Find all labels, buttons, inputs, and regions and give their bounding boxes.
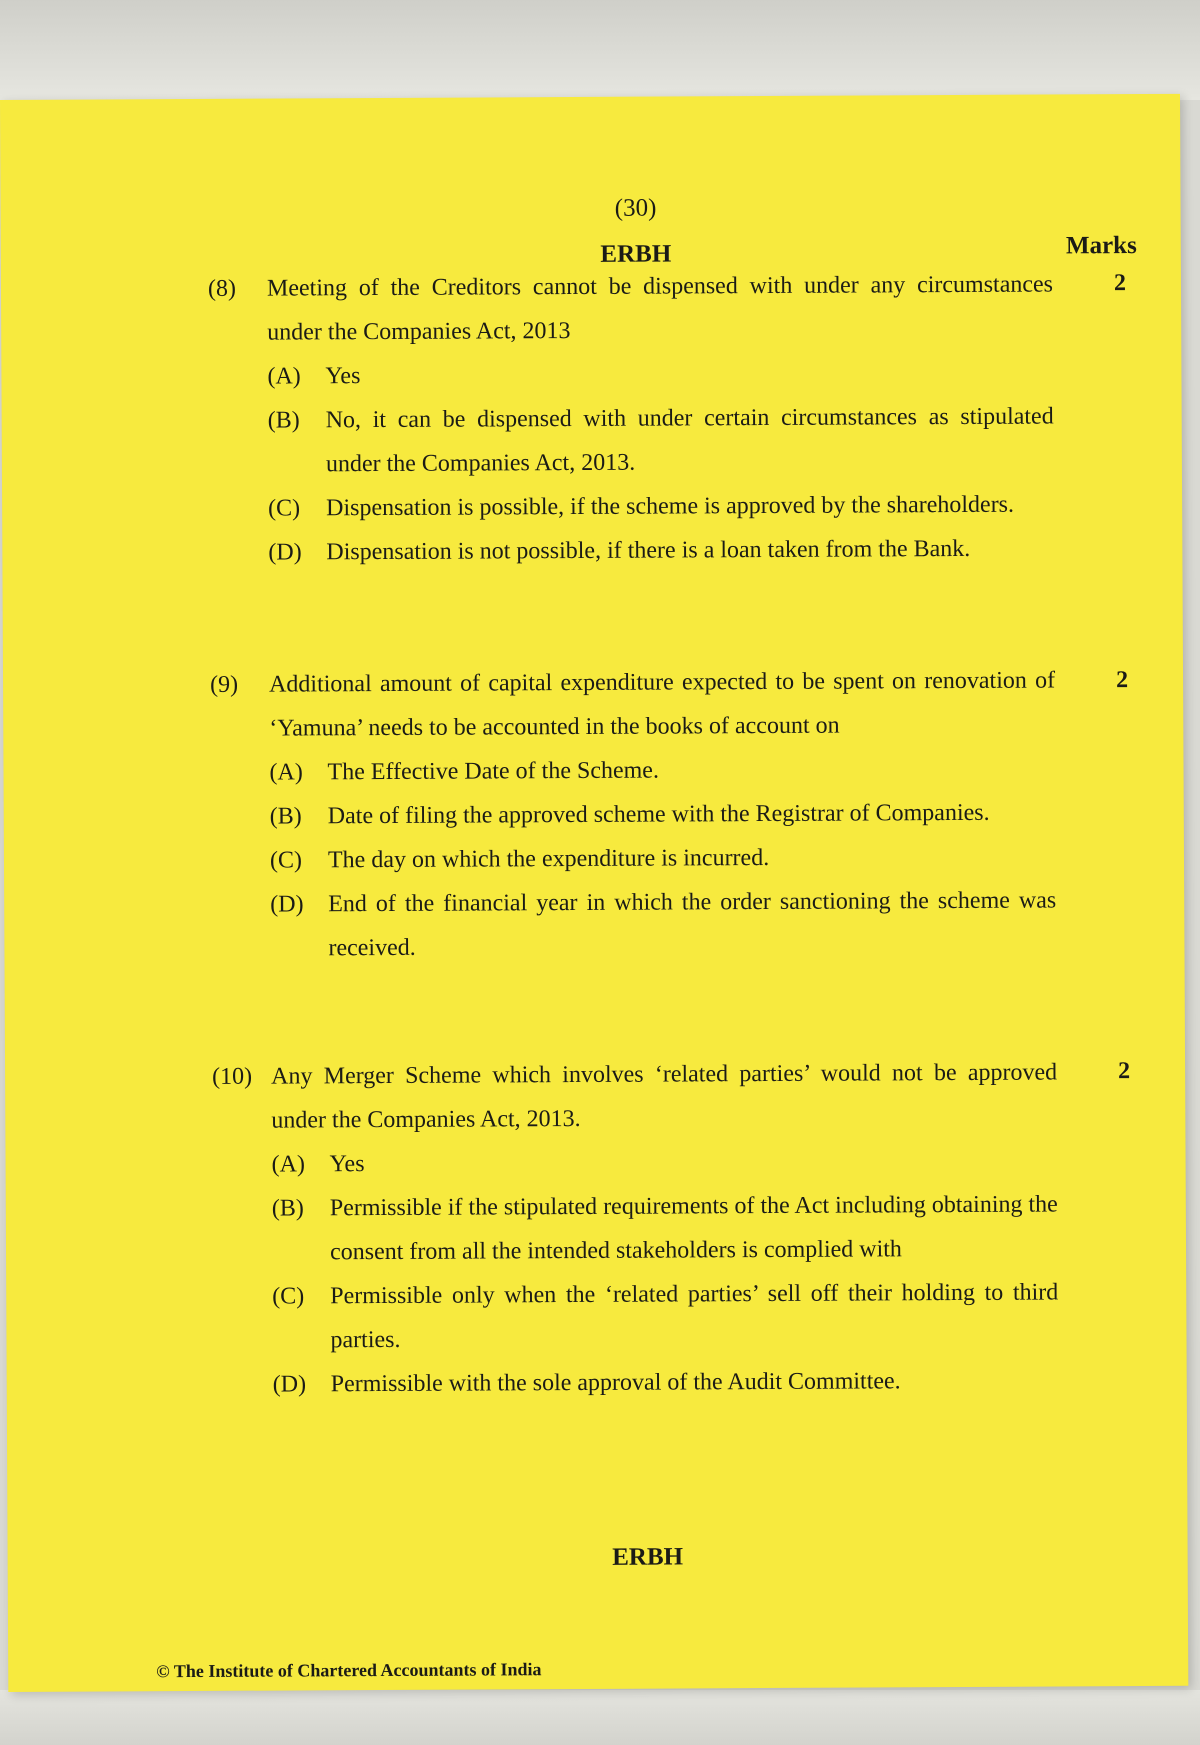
option-label: (D) [272, 1371, 307, 1398]
question-number: (8) [207, 275, 237, 302]
footer-paper-code: ERBH [612, 1543, 684, 1571]
option-b [270, 790, 1056, 838]
scan-background-bottom [0, 1690, 1200, 1745]
option-label: (D) [268, 539, 302, 566]
option-a [271, 1138, 1057, 1186]
option-text: Yes [325, 363, 361, 390]
option-a [269, 746, 1055, 794]
option-d [268, 526, 1054, 574]
option-list [269, 746, 1056, 970]
option-label: (A) [271, 1151, 305, 1178]
option-text: End of the financial year in which the order sanctioning the scheme was received. [328, 887, 1057, 962]
question-text: Additional amount of capital expenditure expected to be spent on renovation of ‘Yamuna’ needs to be accounted in the books of account on [268, 667, 1056, 742]
question-10 [212, 1050, 1059, 1406]
question-9-marks: 2 [1115, 667, 1129, 694]
option-label: (B) [267, 407, 300, 434]
option-label: (A) [269, 759, 303, 786]
marks-column-heading: Marks [1065, 232, 1137, 260]
option-text: Permissible only when the ‘related parties’ sell off their holding to third parties. [330, 1279, 1059, 1354]
option-list [267, 350, 1054, 574]
page-number: (30) [614, 194, 657, 222]
option-d [273, 1358, 1059, 1406]
option-b [268, 394, 1054, 486]
option-c [270, 834, 1056, 882]
question-8-marks: 2 [1113, 270, 1127, 297]
option-c [268, 482, 1054, 530]
option-list [271, 1138, 1058, 1406]
option-b [272, 1182, 1058, 1274]
option-label: (C) [272, 1283, 305, 1310]
copyright-notice: © The Institute of Chartered Accountants of India [156, 1659, 542, 1682]
option-label: (D) [270, 891, 304, 918]
option-label: (B) [271, 1195, 304, 1222]
option-label: (C) [268, 495, 301, 522]
option-text: The Effective Date of the Scheme. [327, 757, 659, 786]
option-text: Dispensation is possible, if the scheme is approved by the shareholders. [326, 491, 1015, 522]
option-text: Permissible with the sole approval of the Audit Committee. [330, 1368, 901, 1398]
option-d [270, 878, 1056, 970]
option-text: The day on which the expenditure is incurred. [327, 844, 770, 874]
question-number: (10) [212, 1063, 253, 1090]
option-text: Yes [329, 1151, 365, 1178]
option-label: (C) [269, 847, 303, 874]
question-text: Any Merger Scheme which involves ‘related parties’ would not be approved under the Companies Act, 2013. [271, 1059, 1058, 1134]
option-a [267, 350, 1053, 398]
option-label: (B) [269, 803, 302, 830]
question-8 [208, 262, 1055, 574]
option-text: Dispensation is not possible, if there is a loan taken from the Bank. [326, 535, 971, 566]
header-paper-code: ERBH [600, 240, 672, 268]
question-10-marks: 2 [1118, 1058, 1131, 1085]
option-text: Permissible if the stipulated requirements of the Act including obtaining the consent from all the intended stakeholders is complied with [329, 1191, 1058, 1266]
option-c [272, 1270, 1058, 1362]
question-9 [210, 658, 1057, 970]
option-text: Date of filing the approved scheme with the Registrar of Companies. [327, 799, 990, 830]
option-label: (A) [267, 363, 301, 390]
question-number: (9) [209, 671, 239, 698]
option-text: No, it can be dispensed with under certain circumstances as stipulated under the Companies Act, 2013. [325, 403, 1054, 478]
scan-background-top [0, 0, 1200, 100]
exam-page [0, 94, 1188, 1692]
question-text: Meeting of the Creditors cannot be dispensed with under any circumstances under the Companies Act, 2013 [266, 271, 1054, 346]
